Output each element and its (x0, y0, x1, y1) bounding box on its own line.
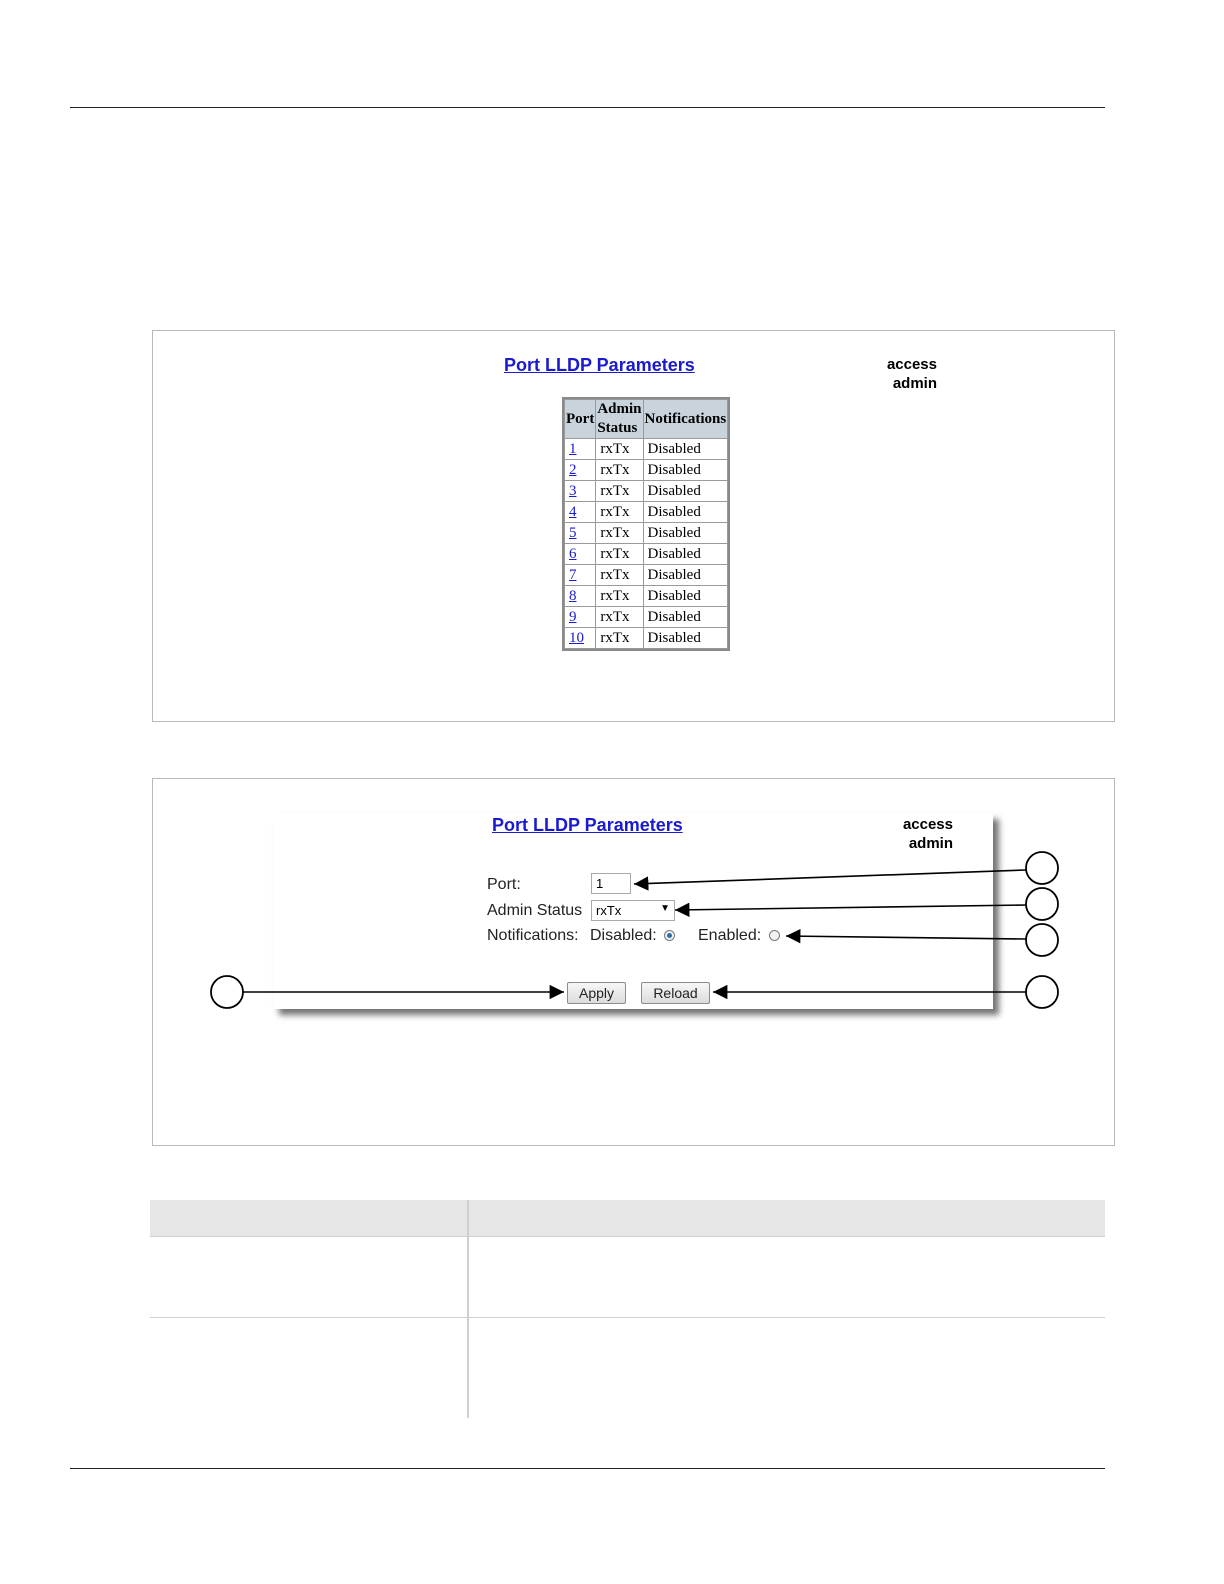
parameter-table-row-divider (150, 1317, 1105, 1318)
admin-status-cell: rxTx (596, 502, 642, 522)
notifications-cell: Disabled (644, 439, 728, 459)
admin-status-cell: rxTx (596, 544, 642, 564)
port-link[interactable]: 8 (569, 588, 577, 604)
apply-button[interactable]: Apply (567, 982, 626, 1004)
callout-circle-port (1026, 852, 1058, 884)
column-header-port: Port (565, 400, 595, 438)
port-label: Port: (487, 876, 521, 893)
port-cell (565, 460, 595, 480)
notifications-cell: Disabled (644, 586, 728, 606)
callout-line-port (634, 870, 1026, 884)
port-link[interactable]: 7 (569, 567, 577, 583)
callout-circle-notifications (1026, 924, 1058, 956)
callout-circle-admin-status (1026, 888, 1058, 920)
access-user: admin (892, 375, 937, 392)
admin-status-cell: rxTx (596, 607, 642, 627)
column-header-notifications: Notifications (644, 400, 728, 438)
admin-status-cell: rxTx (596, 586, 642, 606)
admin-status-cell: rxTx (596, 565, 642, 585)
port-cell (565, 565, 595, 585)
page-title[interactable]: Port LLDP Parameters (504, 355, 695, 375)
parameter-table-row-divider (150, 1236, 1105, 1237)
access-user: admin (908, 835, 953, 852)
port-cell (565, 586, 595, 606)
port-cell (565, 439, 595, 459)
admin-status-value: rxTx (596, 903, 622, 918)
table-row (565, 565, 727, 585)
footer-rule (70, 1468, 1105, 1469)
column-header-admin-status: Admin Status (597, 401, 642, 436)
access-info (881, 355, 937, 393)
port-link[interactable]: 3 (569, 483, 577, 499)
parameter-table-column-divider (467, 1200, 469, 1418)
port-cell (565, 544, 595, 564)
port-cell (565, 628, 595, 648)
port-link[interactable]: 4 (569, 504, 577, 520)
port-link[interactable]: 1 (569, 441, 577, 457)
table-row (565, 523, 727, 543)
table-row (565, 628, 727, 648)
admin-status-cell: rxTx (596, 460, 642, 480)
table-body (565, 439, 727, 648)
admin-status-cell: rxTx (596, 628, 642, 648)
page-title[interactable]: Port LLDP Parameters (492, 815, 683, 835)
figure-port-lldp-form (152, 778, 1115, 1146)
parameter-table-header (150, 1200, 1105, 1236)
admin-status-cell: rxTx (596, 481, 642, 501)
port-cell (565, 523, 595, 543)
callout-circle-reload (1026, 976, 1058, 1008)
callout-circle-apply (211, 976, 243, 1008)
enabled-label: Enabled: (698, 927, 762, 944)
port-link[interactable]: 6 (569, 546, 577, 562)
port-link[interactable]: 9 (569, 609, 577, 625)
reload-button[interactable]: Reload (641, 982, 710, 1004)
callout-line-notifications (786, 936, 1026, 939)
table-row (565, 439, 727, 459)
admin-status-cell: rxTx (596, 523, 642, 543)
parameter-table (150, 1200, 1105, 1418)
admin-status-cell: rxTx (596, 439, 642, 459)
callout-line-admin-status (675, 905, 1026, 910)
notifications-cell: Disabled (644, 544, 728, 564)
table-row (565, 607, 727, 627)
access-label: access (902, 816, 953, 833)
port-link[interactable]: 10 (569, 630, 584, 646)
notifications-cell: Disabled (644, 565, 728, 585)
port-cell (565, 607, 595, 627)
notifications-cell: Disabled (644, 460, 728, 480)
table-row (565, 460, 727, 480)
notifications-cell: Disabled (644, 607, 728, 627)
table-row (565, 502, 727, 522)
chevron-down-icon: ▼ (660, 903, 670, 914)
port-lldp-table (562, 397, 730, 651)
disabled-label: Disabled: (590, 927, 657, 944)
table-row (565, 481, 727, 501)
table-row (565, 586, 727, 606)
notifications-label: Notifications: (487, 927, 579, 944)
notifications-cell: Disabled (644, 502, 728, 522)
port-link[interactable]: 2 (569, 462, 577, 478)
header-rule (70, 107, 1105, 108)
notifications-cell: Disabled (644, 523, 728, 543)
port-link[interactable]: 5 (569, 525, 577, 541)
notifications-cell: Disabled (644, 481, 728, 501)
table-header-row (565, 400, 727, 438)
table-row (565, 544, 727, 564)
admin-status-label: Admin Status (487, 902, 583, 919)
port-input[interactable]: 1 (591, 873, 631, 894)
notifications-cell: Disabled (644, 628, 728, 648)
port-cell (565, 481, 595, 501)
figure-port-lldp-table (152, 330, 1115, 722)
port-cell (565, 502, 595, 522)
access-label: access (886, 356, 937, 373)
callout-arrows (153, 779, 1114, 1145)
